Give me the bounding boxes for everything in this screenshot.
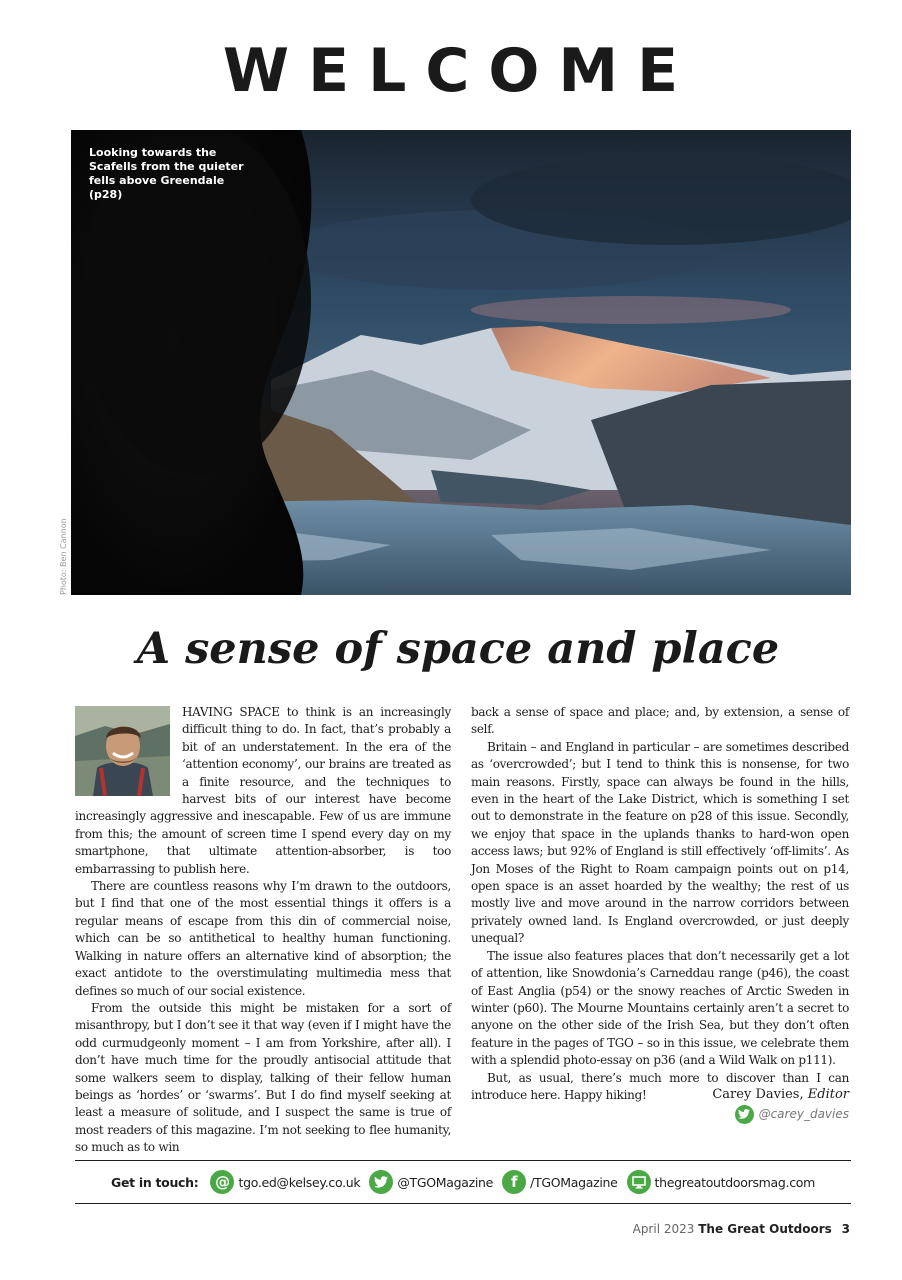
article-paragraph: Britain – and England in particular – are sometimes described as ‘overcrowded’; but I tend to think this is nonsense, for two main reasons. Firstly, space can always be found in the hills, even in the heart of the Lake District, which is something I set out to demonstrate in the feature on p28 of this issue. Secondly, we enjoy that space in the uplands thanks to hard-won open access laws; but 92% of England is still effectively ‘off-limits’. As Jon Moses of the Right to Roam campaign points out on p14, open space is an asset hoarded by the wealthy; the rest of us mostly live and move around in the narrow corridors between privately owned land. Is England overcrowded, or just deeply unequal? (471, 739, 849, 946)
article-paragraph: There are countless reasons why I’m drawn to the outdoors, but I find that one of the most essential things it offers is a regular means of escape from this din of commercial noise, which can be so antithetical to healthy human functioning. Walking in nature offers an alternative kind of absorption; the exact antidote to the overstimulating multimedia mess that defines so much of our social existence. (75, 879, 451, 998)
page-number: 3 (841, 1222, 850, 1236)
editor-portrait (75, 706, 170, 796)
article-column-right (471, 704, 849, 1104)
at-sign-icon: @ (210, 1170, 234, 1194)
contact-email[interactable] (210, 1170, 360, 1194)
contact-facebook[interactable] (502, 1170, 617, 1194)
contact-twitter[interactable] (369, 1170, 493, 1194)
article-paragraph: But, as usual, there’s much more to discover than I can introduce here. Happy hiking! (471, 1070, 849, 1102)
magazine-name: The Great Outdoors (698, 1222, 832, 1236)
article-paragraph: back a sense of space and place; and, by extension, a sense of self. (471, 705, 849, 737)
editor-signoff (712, 1086, 849, 1104)
editor-role: Editor (807, 1087, 849, 1102)
editor-twitter[interactable] (735, 1104, 849, 1124)
contact-facebook-text[interactable]: /TGOMagazine (530, 1174, 618, 1190)
facebook-icon: f (502, 1170, 526, 1194)
twitter-bird-icon (735, 1105, 754, 1124)
page-footer (633, 1222, 850, 1236)
photo-caption: Looking towards the Scafells from the quieter fells above Greendale (p28) (89, 146, 244, 201)
article-headline: A sense of space and place (136, 624, 780, 674)
contact-twitter-text[interactable]: @TGOMagazine (397, 1174, 494, 1190)
contact-label: Get in touch: (110, 1174, 199, 1190)
contact-email-text[interactable]: tgo.ed@kelsey.co.uk (238, 1174, 361, 1190)
page-title: WELCOME (222, 36, 698, 106)
divider-bottom (75, 1203, 851, 1204)
monitor-icon (627, 1170, 651, 1194)
photo-credit: Photo: Ben Cannon (59, 518, 68, 595)
article-column-left (75, 704, 451, 1157)
article-paragraph: The issue also features places that don’t necessarily get a lot of attention, like Snowdonia’s Carneddau range (p46), the coast of East Anglia (p54) or the snowy reaches of Arctic Sweden in winter (p60). The Mourne Mountains certainly aren’t a secret to anyone on the other side of the Irish Sea, but they don’t often feature in the pages of TGO – so in this issue, we celebrate them with a splendid photo-essay on p36 (and a Wild Walk on p111). (471, 948, 849, 1068)
contact-bar (75, 1161, 851, 1203)
article-paragraph: From the outside this might be mistaken for a sort of misanthropy, but I don’t see it that way (even if I might have the odd curmudgeonly moment – I am from Yorkshire, after all). I don’t have much time for the proudly antisocial attitude that some walkers seem to display, talking of their fellow human beings as ‘hordes’ or ‘swarms’. But I do find myself seeking at least a measure of solitude, and I suspect the same is true of most readers of this magazine. I’m not seeking to flee humanity, so much as to win (75, 1000, 451, 1155)
contact-website-text[interactable]: thegreatoutdoorsmag.com (654, 1174, 816, 1190)
contact-website[interactable] (627, 1170, 815, 1194)
article-paragraph: HAVING SPACE to think is an increasingly difficult thing to do. In fact, that’s probably a bit of an understatement. In the era of the ‘attention economy’, our brains are treated as a finite resource, and the techniques to harvest bits of our interest have become increasingly aggressive and inescapable. Few of us are immune from this; the amount of screen time I spend every day on my smartphone, that ultimate attention-absorber, is too embarrassing to publish here. (75, 705, 451, 876)
editor-twitter-handle[interactable]: @carey_davies (758, 1107, 849, 1121)
editor-name: Carey Davies, (712, 1087, 804, 1102)
twitter-bird-icon (369, 1170, 393, 1194)
issue-date: April 2023 (632, 1222, 695, 1236)
